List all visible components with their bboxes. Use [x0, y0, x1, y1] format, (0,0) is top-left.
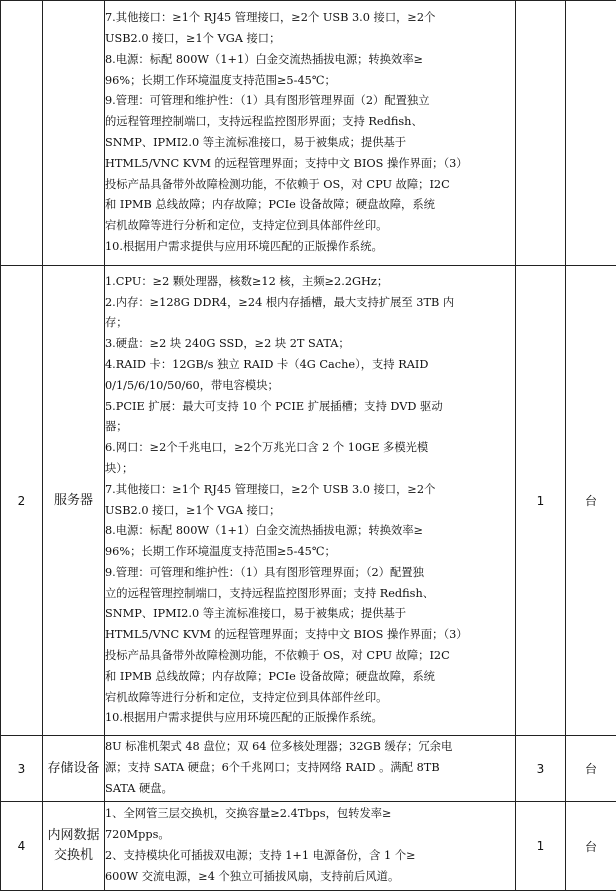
row-number-cell [1, 1, 43, 266]
spec-line: 8.电源：标配 800W（1+1）白金交流热插拔电源；转换效率≥ [105, 52, 424, 66]
spec-cell [105, 1, 516, 266]
spec-line: SNMP、IPMI2.0 等主流标准接口，易于被集成；提供基于 [105, 607, 407, 621]
table-row [1, 736, 616, 802]
spec-line: 1.CPU：≥2 颗处理器，核数≥12 核，主频≥2.2GHz； [105, 274, 389, 288]
spec-line: USB2.0 接口，≥1个 VGA 接口； [105, 503, 281, 517]
spec-line: 投标产品具备带外故障检测功能，不依赖于 OS，对 CPU 故障；I2C [105, 649, 450, 663]
unit-cell: 台 [566, 802, 616, 891]
quantity-cell [516, 1, 566, 266]
spec-line: 源；支持 SATA 硬盘；6个千兆网口；支持网络 RAID 。满配 8TB [105, 761, 440, 775]
spec-line: HTML5/VNC KVM 的远程管理界面；支持中文 BIOS 操作界面；（3） [105, 156, 468, 170]
spec-line: 的远程管理控制端口，支持远程监控图形界面；支持 Redfish、 [105, 115, 423, 129]
spec-line: 2、支持模块化可插拔双电源；支持 1+1 电源备份，含 1 个≥ [105, 849, 416, 862]
spec-line: 器； [105, 420, 128, 434]
item-name-cell [43, 802, 105, 891]
spec-line: 和 IPMB 总线故障；内存故障；PCIe 设备故障；硬盘故障，系统 [105, 669, 435, 683]
spec-line: 3.硬盘：≥2 块 240G SSD，≥2 块 2T SATA； [105, 337, 350, 351]
spec-line: 块）； [105, 461, 134, 475]
table-row [1, 802, 616, 891]
spec-line: 9.管理：可管理和维护性：（1）具有图形管理界面；（2）配置独 [105, 565, 424, 579]
item-name: 服务器 [53, 492, 93, 508]
item-name-cell [43, 736, 105, 802]
quantity-cell: 1 [516, 802, 566, 891]
item-name-cell [43, 266, 105, 736]
spec-line: 2.内存：≥128G DDR4，≥24 根内存插槽，最大支持扩展至 3TB 内 [105, 295, 455, 309]
spec-line: 0/1/5/6/10/50/60，带电容模块； [105, 378, 279, 392]
item-name: 内网数据 [47, 828, 100, 843]
spec-line: 7.其他接口：≥1个 RJ45 管理接口，≥2个 USB 3.0 接口，≥2个 [105, 11, 436, 25]
spec-line: 10.根据用户需求提供与应用环境匹配的正版操作系统。 [105, 239, 383, 253]
item-name-cell [43, 1, 105, 266]
spec-line: 9.管理：可管理和维护性：（1）具有图形管理界面（2）配置独立 [105, 94, 430, 108]
spec-line: SATA 硬盘。 [105, 781, 173, 795]
spec-line: 和 IPMB 总线故障；内存故障；PCIe 设备故障；硬盘故障，系统 [105, 198, 435, 212]
spec-line: 立的远程管理控制端口，支持远程监控图形界面；支持 Redfish、 [105, 586, 435, 600]
quantity-cell: 1 [516, 266, 566, 736]
spec-line: 7.其他接口：≥1个 RJ45 管理接口，≥2个 USB 3.0 接口，≥2个 [105, 482, 436, 496]
table-row [1, 1, 616, 266]
spec-line: 720Mpps。 [105, 828, 170, 842]
spec-line: 8U 标准机架式 48 盘位；双 64 位多核处理器；32GB 缓存；冗余电 [105, 740, 453, 754]
spec-line: 投标产品具备带外故障检测功能，不依赖于 OS，对 CPU 故障；I2C [105, 177, 450, 191]
spec-line: USB2.0 接口，≥1个 VGA 接口； [105, 32, 281, 46]
spec-line: 宕机故障等进行分析和定位，支持定位到具体部件丝印。 [105, 690, 388, 704]
spec-line: 10.根据用户需求提供与应用环境匹配的正版操作系统。 [105, 711, 383, 725]
spec-line: 600W 交流电源，≥4 个独立可插拔风扇，支持前后风道。 [105, 869, 400, 883]
spec-cell [105, 736, 516, 802]
spec-cell [105, 802, 516, 891]
item-name: 存储设备 [47, 760, 100, 776]
row-number-cell: 2 [1, 266, 43, 736]
spec-line: 存； [105, 316, 128, 330]
spec-line: 96%；长期工作环境温度支持范围≥5-45℃； [105, 73, 336, 87]
unit-cell: 台 [566, 266, 616, 736]
table-row [1, 266, 616, 736]
spec-line: 1、全网管三层交换机，交换容量≥2.4Tbps，包转发率≥ [105, 807, 392, 821]
spec-line: 4.RAID 卡：12GB/s 独立 RAID 卡（4G Cache），支持 RAID [105, 357, 429, 371]
row-number-cell: 3 [1, 736, 43, 802]
spec-line: 5.PCIE 扩展：最大可支持 10 个 PCIE 扩展插槽；支持 DVD 驱动 [105, 399, 443, 413]
quantity-cell: 3 [516, 736, 566, 802]
unit-cell [566, 1, 616, 266]
spec-line: 8.电源：标配 800W（1+1）白金交流热插拔电源；转换效率≥ [105, 524, 424, 538]
row-number-cell: 4 [1, 802, 43, 891]
spec-line: 96%；长期工作环境温度支持范围≥5-45℃； [105, 545, 336, 559]
spec-cell [105, 266, 516, 736]
item-name: 交换机 [53, 848, 93, 863]
spec-line: 6.网口：≥2个千兆电口，≥2个万兆光口含 2 个 10GE 多模光模 [105, 441, 429, 455]
spec-line: 宕机故障等进行分析和定位，支持定位到具体部件丝印。 [105, 219, 388, 233]
spec-line: SNMP、IPMI2.0 等主流标准接口，易于被集成；提供基于 [105, 136, 407, 149]
unit-cell: 台 [566, 736, 616, 802]
spec-line: HTML5/VNC KVM 的远程管理界面；支持中文 BIOS 操作界面；（3） [105, 628, 468, 642]
